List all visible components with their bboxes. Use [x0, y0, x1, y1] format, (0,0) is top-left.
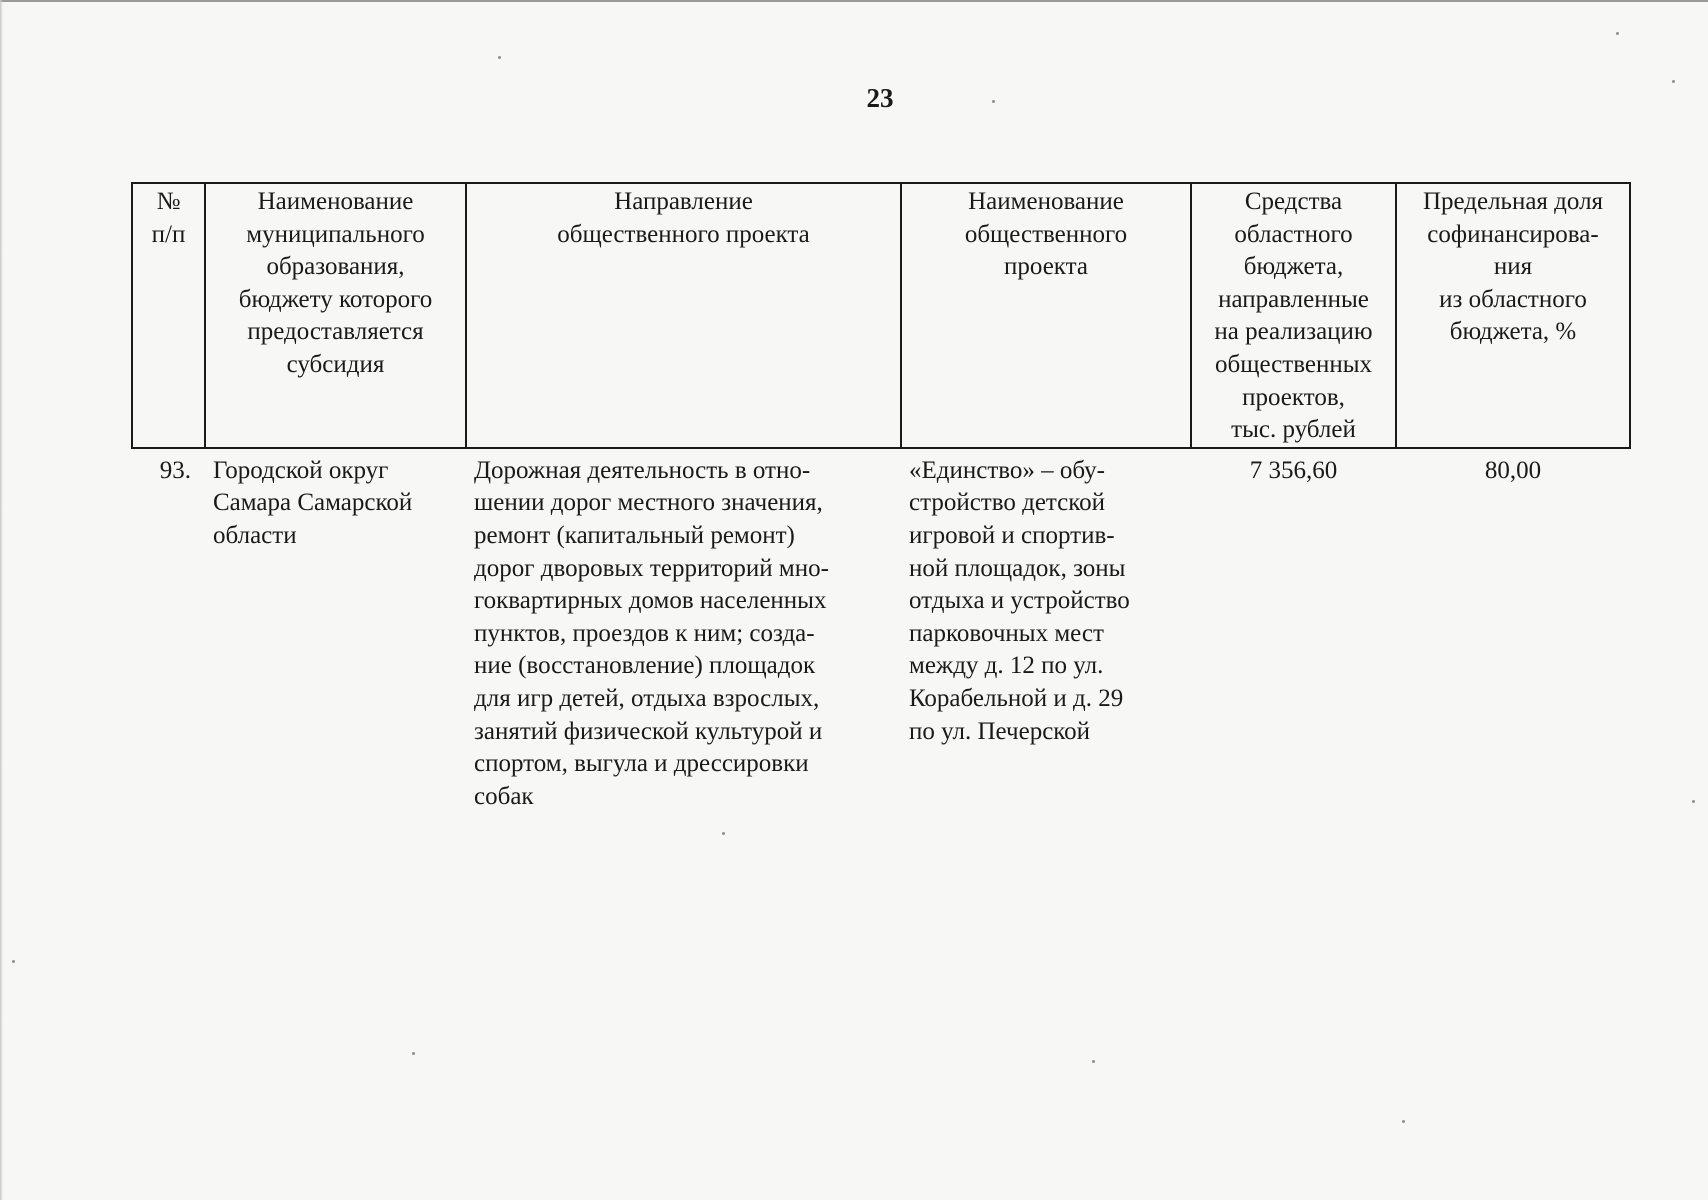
- header-line: муниципального: [246, 220, 425, 248]
- cell-line: между д. 12 по ул.: [909, 652, 1104, 680]
- header-line: направленные: [1218, 285, 1369, 313]
- cell-number: 93.: [159, 456, 191, 484]
- cell-line: области: [213, 521, 297, 549]
- cell-cofinancing-share: 80,00: [1484, 456, 1542, 484]
- header-line: общественного: [964, 220, 1128, 248]
- header-line: бюджету которого: [238, 285, 433, 313]
- scan-speck: [1402, 1120, 1405, 1123]
- header-regional-funds: [1191, 183, 1396, 448]
- cell-line: отдыха и устройство: [909, 587, 1130, 615]
- header-line: областного: [1234, 220, 1353, 248]
- scan-speck: [1672, 80, 1675, 83]
- header-line: общественного проекта: [557, 220, 810, 248]
- header-line: бюджета, %: [1449, 318, 1577, 346]
- table-header: [132, 183, 1630, 448]
- cell-line: стройство детской: [909, 489, 1106, 517]
- subsidy-table: [131, 182, 1631, 813]
- header-line: Направление: [614, 188, 753, 215]
- cell-line: занятий физической культурой и: [474, 717, 823, 745]
- header-line: общественных: [1214, 350, 1373, 378]
- header-line: п/п: [151, 220, 186, 248]
- header-project-name: [901, 183, 1191, 448]
- header-line: проектов,: [1242, 383, 1345, 411]
- header-direction: [466, 183, 901, 448]
- header-municipality: [205, 183, 466, 448]
- table-row: [132, 448, 1630, 814]
- header-line: Предельная доля: [1422, 188, 1604, 215]
- page-number: 23: [866, 83, 894, 113]
- cell-line: по ул. Печерской: [909, 717, 1091, 745]
- cell-line: дорог дворовых территорий мно-: [474, 554, 829, 582]
- cell-line: Корабельной и д. 29: [909, 684, 1124, 712]
- cell-direction: [466, 448, 901, 814]
- cell-line: Городской округ: [213, 456, 389, 484]
- cell-line: ремонт (капитальный ремонт): [474, 521, 795, 549]
- scan-speck: [722, 832, 725, 835]
- cell-line: Дорожная деятельность в отно-: [474, 456, 811, 484]
- header-line: субсидия: [286, 350, 385, 378]
- cell-project-name: [901, 448, 1191, 814]
- cell-line: Самара Самарской: [213, 489, 413, 517]
- scan-speck: [992, 100, 995, 103]
- header-line: ния: [1493, 253, 1533, 281]
- header-line: Средства: [1244, 188, 1343, 215]
- scan-speck: [1092, 1060, 1095, 1063]
- cell-line: для игр детей, отдыха взрослых,: [474, 684, 820, 712]
- header-cofinancing-share: [1396, 183, 1630, 448]
- scan-speck: [1692, 800, 1695, 803]
- scan-speck: [12, 960, 15, 963]
- cell-regional-funds: 7 356,60: [1249, 456, 1338, 484]
- header-line: тыс. рублей: [1231, 416, 1356, 444]
- header-line: софинансирова-: [1427, 220, 1599, 248]
- header-line: №: [156, 188, 181, 215]
- scan-speck: [1616, 32, 1619, 35]
- cell-line: ние (восстановление) площадок: [474, 652, 816, 680]
- cell-line: гоквартирных домов населенных: [474, 587, 827, 615]
- header-number: [132, 183, 205, 448]
- cell-line: шении дорог местного значения,: [474, 489, 823, 517]
- header-line: образования,: [266, 253, 405, 281]
- scan-left-edge: [0, 0, 3, 1200]
- scan-speck: [498, 56, 501, 59]
- cell-line: пунктов, проездов к ним; созда-: [474, 619, 815, 647]
- table-body: [132, 448, 1630, 814]
- header-line: из областного: [1439, 285, 1587, 313]
- cell-line: ной площадок, зоны: [909, 554, 1126, 582]
- header-line: Наименование: [257, 188, 414, 215]
- header-line: Наименование: [968, 188, 1124, 215]
- header-line: проекта: [1004, 253, 1088, 281]
- cell-municipality: [205, 448, 466, 814]
- scan-top-border: [0, 0, 1708, 2]
- cell-line: спортом, выгула и дрессировки: [474, 750, 809, 778]
- header-line: бюджета,: [1243, 253, 1344, 281]
- cell-line: «Единство» – обу-: [909, 456, 1105, 484]
- header-row: [132, 183, 1630, 448]
- cell-line: игровой и спортив-: [909, 521, 1115, 549]
- header-line: на реализацию: [1214, 318, 1373, 346]
- scan-speck: [412, 1052, 415, 1055]
- cell-line: парковочных мест: [909, 619, 1104, 647]
- cell-line: собак: [474, 782, 534, 810]
- header-line: предоставляется: [247, 318, 424, 346]
